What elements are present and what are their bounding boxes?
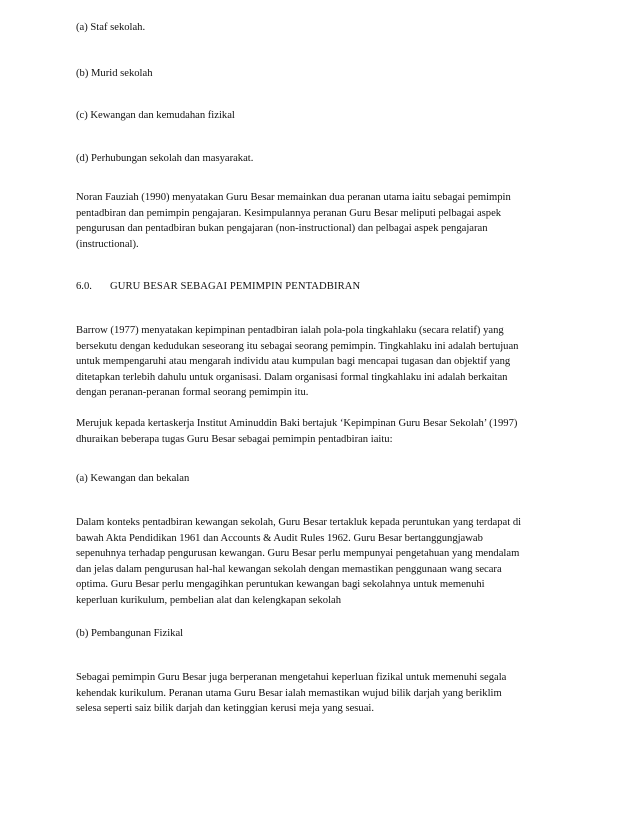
paragraph-line: Noran Fauziah (1990) menyatakan Guru Besar memainkan dua peranan utama iaitu sebagai pemimpin xyxy=(76,192,511,203)
section-number: 6.0. xyxy=(76,281,92,292)
kewangan-paragraph xyxy=(76,515,566,608)
list-item-perhubungan: (d) Perhubungan sekolah dan masyarakat. xyxy=(76,153,254,164)
paragraph-line: bersekutu dengan kedudukan seseorang itu sebagai seorang pemimpin. Tingkahlaku ini adalah bertujuan xyxy=(76,340,519,352)
paragraph-line: Merujuk kepada kertaskerja Institut Aminuddin Baki bertajuk ‘Kepimpinan Guru Besar Sekolah’ (1997) xyxy=(76,418,518,429)
paragraph-line: ditetapkan terlebih dahulu untuk organisasi. Dalam organisasi formal tingkahlaku ini adalah berkaitan xyxy=(76,371,508,383)
paragraph-line: (instructional). xyxy=(76,238,139,250)
paragraph-line: Sebagai pemimpin Guru Besar juga berperanan mengetahui keperluan fizikal untuk memenuhi segala xyxy=(76,672,507,683)
paragraph-line: dengan peranan-peranan formal seorang pemimpin itu. xyxy=(76,387,309,398)
intro-paragraph xyxy=(76,190,566,252)
paragraph-line: Dalam konteks pentadbiran kewangan sekolah, Guru Besar tertakluk kepada peruntukan yang terdapat di xyxy=(76,517,522,528)
list-item-staf: (a) Staf sekolah. xyxy=(76,22,146,33)
subsection-fizikal-title: (b) Pembangunan Fizikal xyxy=(76,628,184,639)
list-item-murid: (b) Murid sekolah xyxy=(76,68,153,79)
paragraph-line: selesa seperti saiz bilik darjah dan ketinggian kerusi meja yang sesuai. xyxy=(76,703,375,714)
paragraph-line: Barrow (1977) menyatakan kepimpinan pentadbiran ialah pola-pola tingkahlaku (secara relatif) yang xyxy=(76,325,504,336)
paragraph-line: keperluan kurikulum, pembelian alat dan kelengkapan sekolah xyxy=(76,594,342,606)
list-item-kewangan: (c) Kewangan dan kemudahan fizikal xyxy=(76,110,235,121)
fizikal-paragraph xyxy=(76,670,566,717)
paragraph-line: sepenuhnya terhadap pengurusan kewangan. Guru Besar perlu mempunyai pengetahuan yang mendalam xyxy=(76,548,520,559)
paragraph-line: kehendak kurikulum. Peranan utama Guru Besar ialah memastikan wujud bilik darjah yang beriklim xyxy=(76,687,502,699)
paragraph-line: pengurusan dan pentadbiran bukan pengajaran (non-instructional) dan pelbagai aspek pengajaran xyxy=(76,223,488,234)
paragraph-line: dhuraikan beberapa tugas Guru Besar sebagai pemimpin pentadbiran iaitu: xyxy=(76,433,393,445)
subsection-kewangan-title: (a) Kewangan dan bekalan xyxy=(76,473,190,484)
paragraph-line: bawah Akta Pendidikan 1961 dan Accounts & Audit Rules 1962. Guru Besar bertanggungjawab xyxy=(76,532,483,544)
paragraph-line: optima. Guru Besar perlu mengagihkan peruntukan kewangan bagi sekolahnya untuk memenuhi xyxy=(76,579,485,590)
section-title: GURU BESAR SEBAGAI PEMIMPIN PENTADBIRAN xyxy=(110,281,361,292)
paragraph-line: untuk mempengaruhi atau mengarah individu atau kumpulan bagi mencapai tugasan dan objektif yang xyxy=(76,356,511,367)
paragraph-line: dan jelas dalam pengurusan hal-hal kewangan sekolah dengan memastikan penggunaan wang secara xyxy=(76,563,502,575)
merujuk-paragraph xyxy=(76,416,566,447)
barrow-paragraph xyxy=(76,323,566,401)
paragraph-line: pentadbiran dan pemimpin pengajaran. Kesimpulannya peranan Guru Besar meliputi pelbagai aspek xyxy=(76,207,502,219)
